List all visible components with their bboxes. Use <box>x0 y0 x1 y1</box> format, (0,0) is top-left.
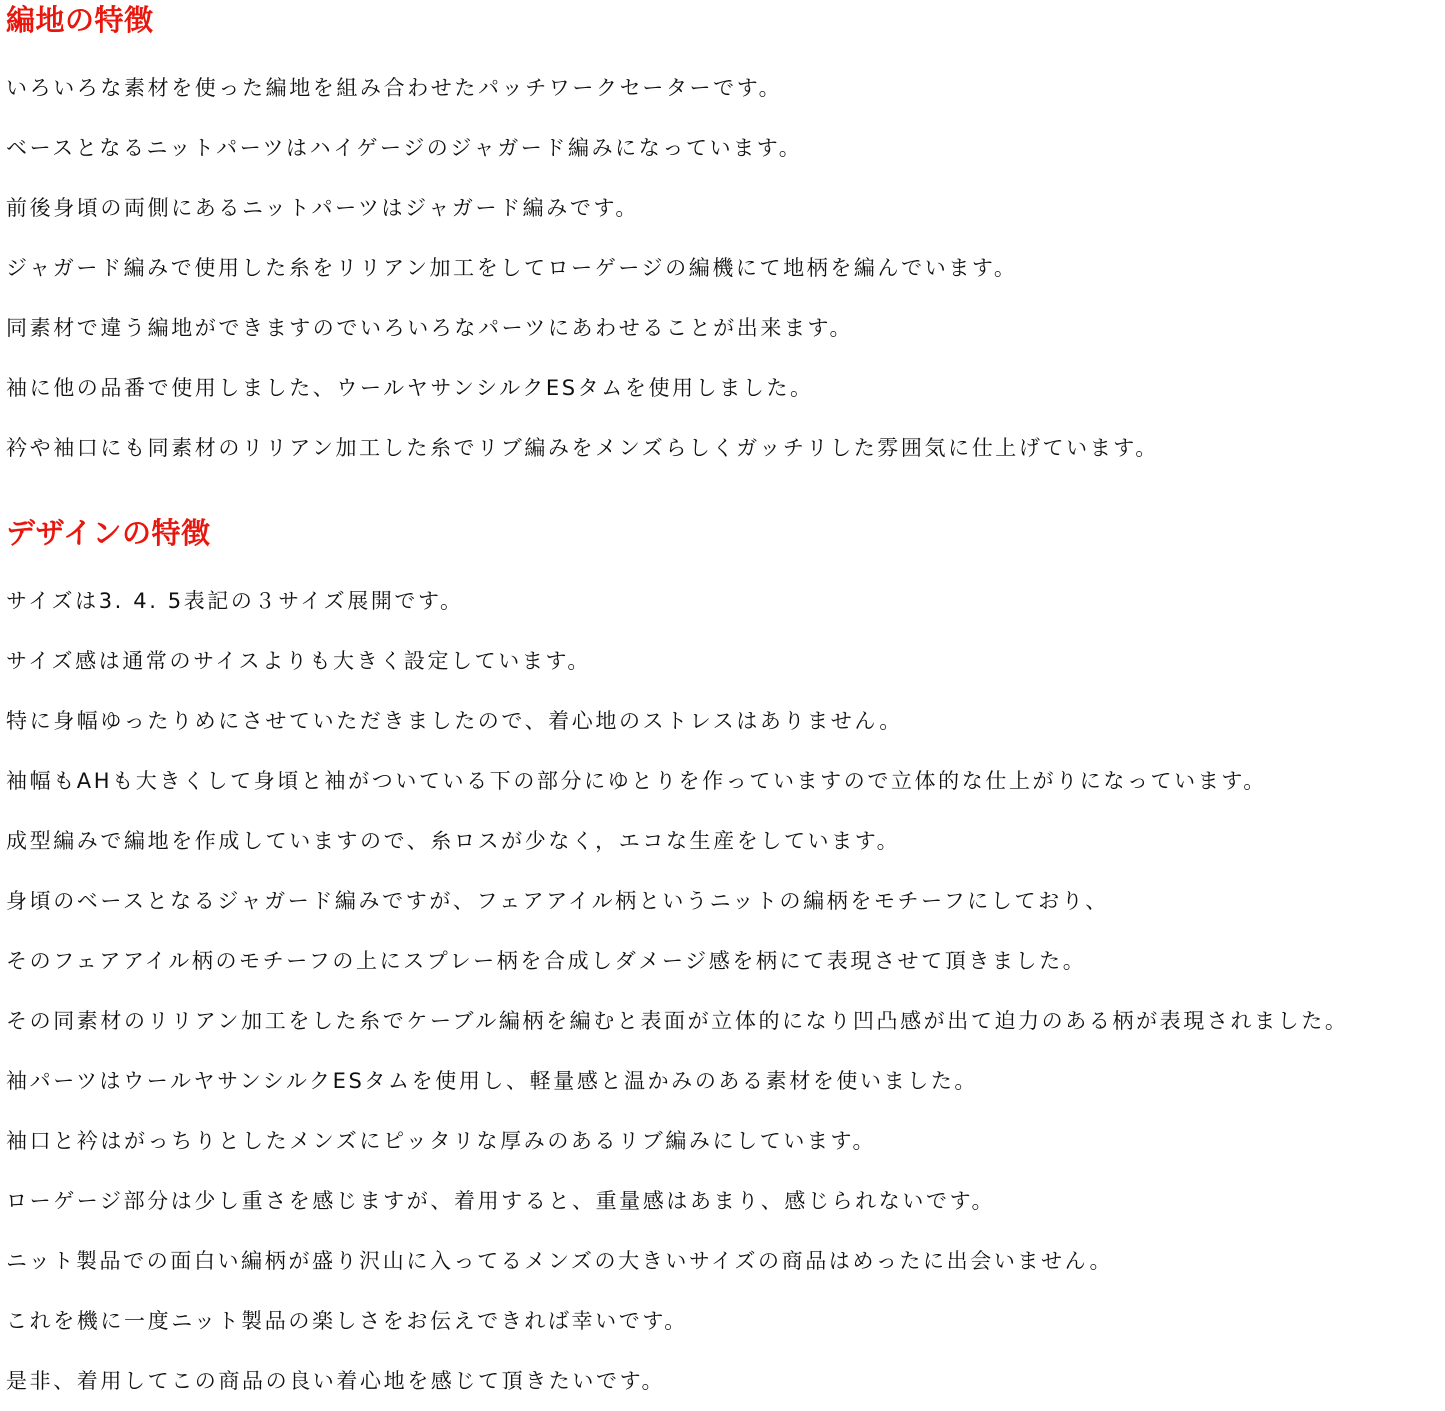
fabric-feature-line: 前後身頃の両側にあるニットパーツはジャガード編みです。 <box>6 196 639 220</box>
design-feature-line: 袖口と衿はがっちりとしたメンズにピッタリな厚みのあるリブ編みにしています。 <box>6 1129 877 1153</box>
design-feature-line: 袖幅もAHも大きくして身頃と袖がついている下の部分にゆとりを作っていますので立体的な仕上がりになっています。 <box>6 769 1267 793</box>
design-features-list <box>6 571 1445 1411</box>
design-feature-line: ローゲージ部分は少し重さを感じますが、着用すると、重量感はあまり、感じられないです。 <box>6 1189 996 1213</box>
section-heading-fabric: 編地の特徴 <box>6 3 154 37</box>
fabric-feature-line: いろいろな素材を使った編地を組み合わせたパッチワークセーターです。 <box>6 76 783 100</box>
design-feature-line: 袖パーツはウールヤサンシルクESタムを使用し、軽量感と温かみのある素材を使いました。 <box>6 1069 979 1093</box>
design-feature-line: 是非、着用してこの商品の良い着心地を感じて頂きたいです。 <box>6 1369 666 1393</box>
design-feature-line: サイズ感は通常のサイスよりも大きく設定しています。 <box>6 649 591 673</box>
knit-fabric-features-section <box>6 0 1445 478</box>
design-feature-line: 成型編みで編地を作成していますので、糸ロスが少なく，エコな生産をしています。 <box>6 829 901 853</box>
fabric-feature-line: 同素材で違う編地ができますのでいろいろなパーツにあわせることが出来ます。 <box>6 316 854 340</box>
fabric-feature-line: 袖に他の品番で使用しました、ウールヤサンシルクESタムを使用しました。 <box>6 376 814 400</box>
design-feature-line: ニット製品での面白い編柄が盛り沢山に入ってるメンズの大きいサイズの商品はめったに出会いません。 <box>6 1249 1114 1273</box>
design-feature-line: そのフェアアイル柄のモチーフの上にスプレー柄を合成しダメージ感を柄にて表現させて頂きました。 <box>6 949 1087 973</box>
fabric-feature-line: ベースとなるニットパーツはハイゲージのジャガード編みになっています。 <box>6 136 803 160</box>
design-features-section <box>6 513 1445 1411</box>
design-feature-line: 特に身幅ゆったりめにさせていただきましたので、着心地のストレスはありません。 <box>6 709 903 733</box>
fabric-feature-line: 衿や袖口にも同素材のリリアン加工した糸でリブ編みをメンズらしくガッチリした雰囲気に仕上げています。 <box>6 436 1159 460</box>
fabric-feature-line: ジャガード編みで使用した糸をリリアン加工をしてローゲージの編機にて地柄を編んでいます。 <box>6 256 1018 280</box>
design-feature-line: これを機に一度ニット製品の楽しさをお伝えできれば幸いです。 <box>6 1309 688 1333</box>
section-heading-design: デザインの特徴 <box>6 516 211 550</box>
fabric-features-list <box>6 58 1445 478</box>
design-feature-line: 身頃のベースとなるジャガード編みですが、フェアアイル柄というニットの編柄をモチーフにしており、 <box>6 889 1109 913</box>
design-feature-line: その同素材のリリアン加工をした糸でケーブル編柄を編むと表面が立体的になり凹凸感が出て迫力のある柄が表現されました。 <box>6 1009 1349 1033</box>
design-feature-line: サイズは3. 4. 5表記の３サイズ展開です。 <box>6 589 464 613</box>
